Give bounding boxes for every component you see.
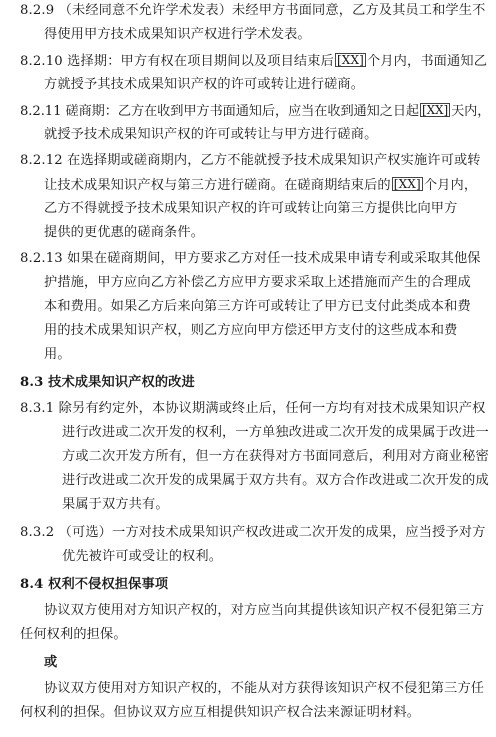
or-separator: 或 xyxy=(44,655,58,670)
clause-8-3-1-line-1: 8.3.1 除另有约定外，本协议期满或终止后，任何一方均有对技术成果知识产权 xyxy=(20,401,486,416)
clause-8-2-12-line-1: 8.2.12 在选择期或磋商期内，乙方不能就授予技术成果知识产权实施许可或转 xyxy=(20,153,481,168)
placeholder-box: [XX] xyxy=(336,53,364,67)
clause-8-2-13-line-2: 护措施，甲方应向乙方补偿乙方应甲方要求采取上述措施而产生的合理成 xyxy=(44,275,471,290)
option-b-line-2: 何权利的担保。但协议双方应互相提供知识产权合法来源证明材料。 xyxy=(20,705,421,720)
clause-8-2-13-line-4: 用的技术成果知识产权，则乙方应向甲方偿还甲方支付的这些成本和费 xyxy=(44,323,458,338)
clause-8-2-9-line-1: 8.2.9 （未经同意不允许学术发表）未经甲方书面同意，乙方及其员工和学生不 xyxy=(20,3,486,18)
clause-8-3-1-line-3: 方或二次开发方所有，但一方在获得对方书面同意后，利用对方商业秘密 xyxy=(62,449,489,464)
option-a-line-1: 协议双方使用对方知识产权的，对方应当向其提供该知识产权不侵犯第三方 xyxy=(44,603,485,618)
option-a-line-2: 任何权利的担保。 xyxy=(20,627,127,642)
clause-8-2-13-line-5: 用。 xyxy=(44,347,71,362)
section-8-3-heading: 8.3 技术成果知识产权的改进 xyxy=(20,375,195,390)
section-8-4-heading: 8.4 权利不侵权担保事项 xyxy=(20,577,169,592)
clause-8-2-11-line-2: 就授予技术成果知识产权的许可或转让与甲方进行磋商。 xyxy=(44,127,378,142)
clause-8-3-2-line-2: 优先被许可或受让的权利。 xyxy=(62,549,223,564)
clause-8-3-1-line-4: 进行改进或二次开发的成果属于双方共有。双方合作改进或二次开发的成 xyxy=(62,473,489,488)
placeholder-box: [XX] xyxy=(393,177,421,191)
clause-8-2-12-line-2: 让技术成果知识产权与第三方进行磋商。在磋商期结束后的 [XX] 个月内， xyxy=(44,177,478,193)
clause-8-3-1-line-2: 进行改进或二次开发的权利，一方单独改进或二次开发的成果属于改进一 xyxy=(62,425,489,440)
placeholder-box: [XX] xyxy=(422,103,449,117)
clause-8-2-10-line-2: 方就授予其技术成果知识产权的许可或转让进行磋商。 xyxy=(44,77,365,92)
clause-8-2-13-line-3: 本和费用。如果乙方后来向第三方许可或转让了甲方已支付此类成本和费 xyxy=(44,299,471,314)
clause-8-2-10-line-1: 8.2.10 选择期：甲方有权在项目期间以及项目结束后 [XX] 个月内，书面通知乙 xyxy=(20,53,488,69)
clause-8-2-9-line-2: 得使用甲方技术成果知识产权进行学术发表。 xyxy=(44,27,311,42)
clause-8-2-13-line-1: 8.2.13 如果在磋商期间，甲方要求乙方对任一技术成果申请专利或采取其他保 xyxy=(20,251,481,266)
clause-8-2-12-line-3: 乙方不得就授予技术成果知识产权的许可或转让向第三方提供比向甲方 xyxy=(44,201,458,216)
clause-8-3-1-line-5: 果属于双方共有。 xyxy=(62,497,169,512)
clause-8-3-2-line-1: 8.3.2 （可选）一方对技术成果知识产权改进或二次开发的成果，应当授予对方 xyxy=(20,525,486,540)
option-b-line-1: 协议双方使用对方知识产权的，不能从对方获得该知识产权不侵犯第三方任 xyxy=(44,681,485,696)
clause-8-2-12-line-4: 提供的更优惠的磋商条件。 xyxy=(44,225,205,240)
clause-8-2-11-line-1: 8.2.11 磋商期：乙方在收到甲方书面通知后，应当在收到通知之日起 [XX] 天内， xyxy=(20,103,491,119)
